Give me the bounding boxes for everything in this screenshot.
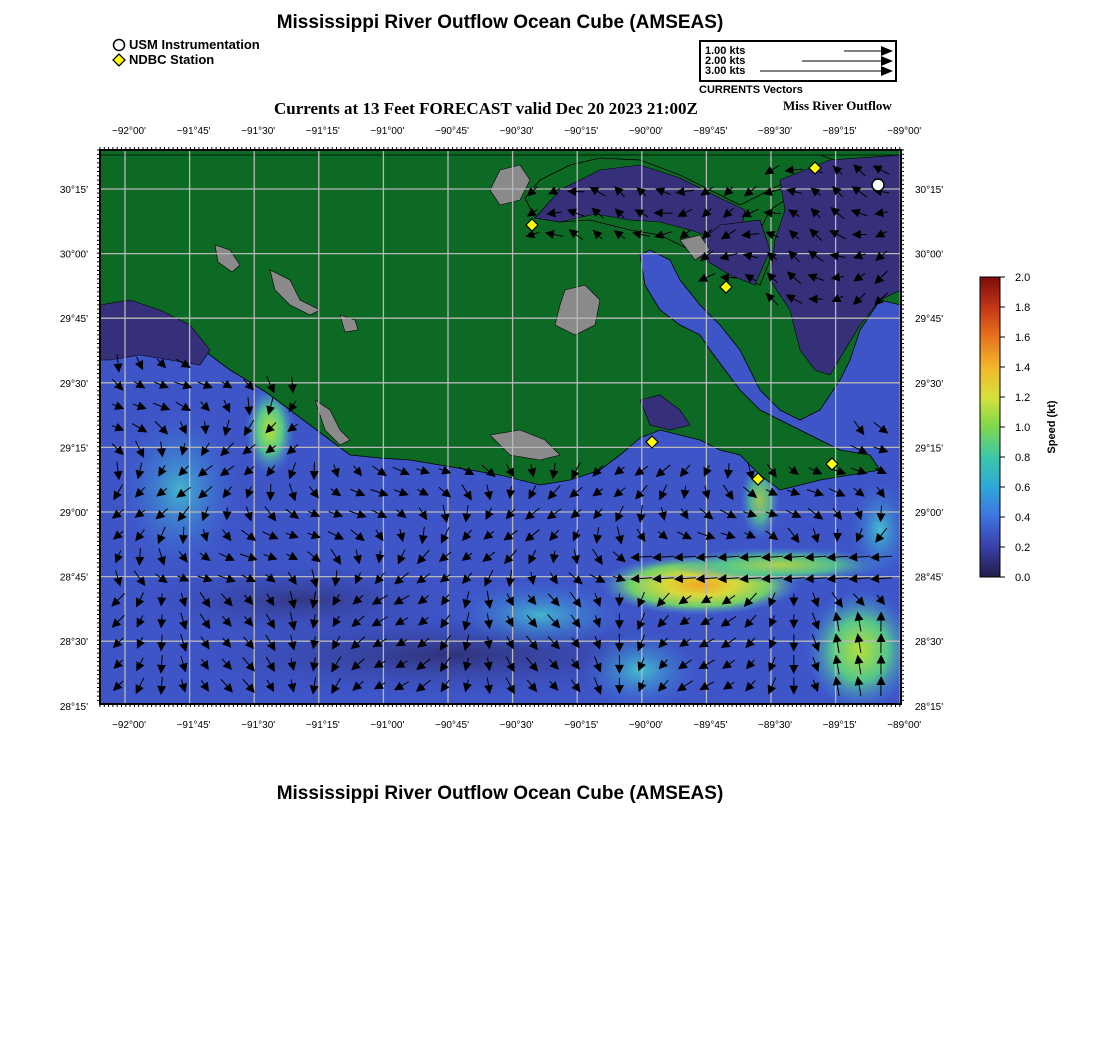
y-tick-label: 30°15' (59, 185, 88, 196)
vector-scale-label-1: 1.00 kts (705, 45, 746, 57)
y-tick-label: 30°00' (915, 249, 944, 261)
ndbc-legend-entry (112, 52, 214, 67)
x-tick-label: −91°45' (176, 720, 211, 731)
x-tick-label: −91°00' (370, 126, 405, 137)
vector-shaft (488, 658, 489, 663)
vector-shaft (554, 551, 555, 555)
x-tick-label: −90°00' (628, 720, 663, 731)
y-tick-label: 29°15' (915, 443, 944, 455)
speed-colorbar (980, 272, 1058, 584)
usm-legend-label: USM Instrumentation (129, 37, 260, 52)
x-tick-label: −91°30' (241, 126, 276, 137)
y-tick-label: 29°45' (59, 314, 88, 326)
vector-shaft (511, 486, 512, 490)
x-tick-label: −90°30' (499, 126, 534, 137)
y-axis-left-labels (60, 185, 88, 713)
y-tick-label: 28°30' (915, 637, 944, 649)
y-tick-label: 29°30' (59, 378, 88, 390)
ndbc-legend-label: NDBC Station (129, 52, 215, 67)
x-tick-label: −90°15' (564, 720, 599, 731)
x-tick-label: −91°45' (176, 126, 211, 137)
vector-scale-arrows (701, 42, 895, 80)
vector-shaft (162, 635, 163, 643)
usm-legend-entry (112, 37, 260, 52)
x-tick-label: −91°15' (305, 720, 340, 731)
colorbar-tick-label: 0.8 (1015, 452, 1031, 464)
colorbar-tick-label: 1.8 (1015, 302, 1031, 314)
vector-scale-legend (699, 40, 897, 82)
vector-legend-caption: CURRENTS Vectors (699, 84, 803, 96)
usm-marker-icon (112, 38, 126, 52)
arrow-icon (881, 46, 893, 56)
region-label: Miss River Outflow (783, 98, 892, 113)
y-tick-label: 30°15' (915, 185, 944, 196)
vector-shaft (488, 636, 489, 640)
vector-shaft (162, 677, 163, 686)
vector-shaft (729, 463, 730, 470)
x-tick-label: −89°45' (693, 126, 728, 137)
map-subtitle: Currents at 13 Feet FORECAST valid Dec 20 2023 21:00Z (274, 99, 698, 118)
y-tick-label: 28°30' (59, 637, 88, 649)
colorbar-tick-label: 2.0 (1015, 272, 1031, 284)
y-tick-label: 29°00' (59, 508, 88, 519)
x-tick-label: −90°45' (435, 126, 469, 137)
x-tick-label: −89°00' (887, 720, 922, 731)
x-tick-label: −90°30' (499, 720, 534, 731)
x-axis-top-labels (112, 126, 921, 137)
vector-shaft (840, 276, 844, 277)
vector-scale-label-3: 3.00 kts (705, 65, 746, 77)
x-tick-label: −89°30' (758, 126, 792, 137)
vector-shaft (292, 377, 293, 385)
bottom-title: Mississippi River Outflow Ocean Cube (AMSEAS) (276, 783, 724, 804)
colorbar-tick-label: 1.6 (1015, 332, 1031, 344)
vector-shaft (772, 213, 780, 214)
y-tick-label: 28°15' (915, 701, 944, 713)
y-tick-label: 29°45' (915, 314, 944, 326)
vector-scale-label-2: 2.00 kts (705, 55, 746, 67)
x-tick-label: −90°45' (435, 720, 469, 731)
arrow-icon (881, 56, 893, 66)
x-tick-label: −89°15' (822, 720, 857, 731)
colorbar-tick-label: 0.6 (1015, 482, 1031, 494)
colorbar-tick-label: 0.4 (1015, 512, 1031, 524)
x-axis-bottom-labels (112, 720, 921, 731)
y-tick-label: 28°45' (915, 572, 944, 584)
arrow-icon (881, 66, 893, 76)
y-tick-label: 28°15' (59, 701, 88, 713)
x-tick-label: −89°30' (758, 720, 792, 731)
colorbar-tick-label: 1.4 (1015, 362, 1031, 374)
y-tick-label: 30°00' (59, 249, 88, 261)
x-tick-label: −91°30' (241, 720, 276, 731)
x-tick-label: −92°00' (112, 720, 146, 731)
y-axis-right-labels (915, 185, 943, 713)
x-tick-label: −90°00' (628, 126, 663, 137)
map-figure (0, 110, 1100, 740)
x-tick-label: −90°15' (564, 126, 599, 137)
x-tick-label: −89°45' (693, 720, 728, 731)
colorbar-tick-label: 1.2 (1015, 392, 1031, 404)
colorbar-tick-label: 0.2 (1015, 542, 1031, 554)
colorbar-tick-label: 0.0 (1015, 572, 1031, 584)
colorbar-title: Speed (kt) (1046, 400, 1058, 454)
y-tick-label: 29°30' (915, 378, 944, 390)
y-tick-label: 28°45' (59, 572, 88, 584)
usm-marker-icon (872, 179, 884, 191)
y-tick-label: 29°15' (59, 443, 88, 455)
y-tick-label: 29°00' (915, 508, 944, 519)
page-title: Mississippi River Outflow Ocean Cube (AMSEAS) (276, 12, 724, 33)
x-tick-label: −89°15' (822, 126, 857, 137)
ndbc-diamond-icon (112, 53, 126, 67)
vector-shaft (315, 637, 316, 641)
x-tick-label: −91°15' (305, 126, 340, 137)
map-area (100, 150, 915, 710)
x-tick-label: −92°00' (112, 126, 146, 137)
x-tick-label: −89°00' (887, 126, 922, 137)
x-tick-label: −91°00' (370, 720, 405, 731)
colorbar-tick-label: 1.0 (1015, 422, 1031, 434)
vector-shaft (140, 548, 141, 557)
